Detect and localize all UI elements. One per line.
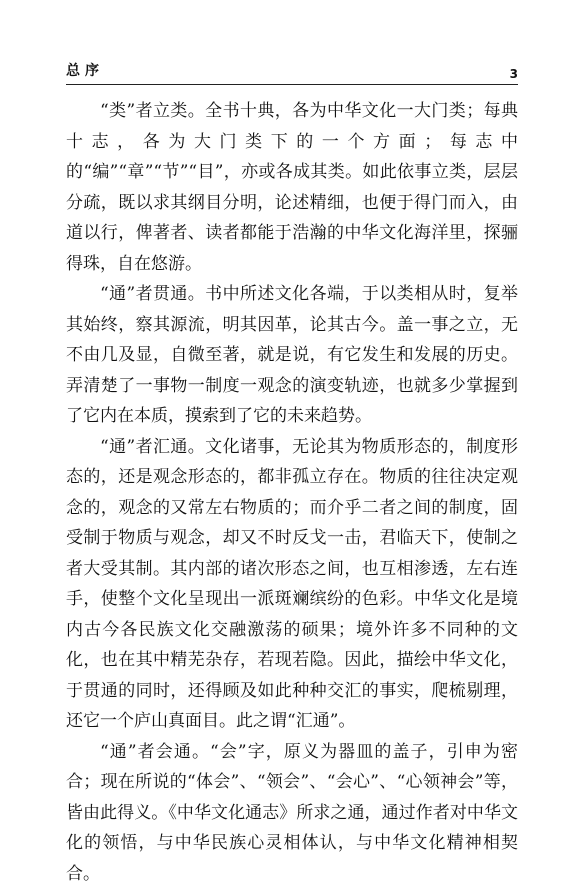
paragraph-guantong: “通”者贯通。书中所述文化各端，于以类相从时，复举其始终，察其源流，明其因革，论其古今。盖一事之立，无不由几及显，自微至著，就是说，有它发生和发展的历史。弄清楚了一事物一制度一观念的演变轨迹，也就多少掌握到了它内在本质，摸索到了它的未来趋势。 (66, 279, 518, 432)
paragraph-huitong: “通”者汇通。文化诸事，无论其为物质形态的，制度形态的，还是观念形态的，都非孤立存在。物质的往往决定观念的，观念的又常左右物质的；而介乎二者之间的制度，固受制于物质与观念，却又不时反戈一击，君临天下，使制之者大受其制。其内部的诸次形态之间，也互相渗透，左右连手，使整个文化呈现出一派斑斓缤纷的色彩。中华文化是境内古今各民族文化交融激荡的硕果；境外许多不同种的文化，也在其中精芜杂存，若现若隐。因此，描绘中华文化，于贯通的同时，还得顾及如此种种交汇的事实，爬梳剔理，还它一个庐山真面目。此之谓“汇通”。 (66, 432, 518, 737)
running-header (66, 62, 518, 85)
paragraph-huitong-2: “通”者会通。“会”字，原义为器皿的盖子，引申为密合；现在所说的“体会”、“领会”、“会心”、“心领神会”等，皆由此得义。《中华文化通志》所求之通，通过作者对中华文化的领悟，与中华民族心灵相体认，与中华文化精神相契合。 (66, 737, 518, 889)
page-number: 3 (510, 66, 518, 82)
section-title: 总序 (66, 62, 104, 80)
body-text (66, 96, 518, 889)
paragraph-lei: “类”者立类。全书十典，各为中华文化一大门类；每典十志，各为大门类下的一个方面；每志中的“编”“章”“节”“目”，亦或各成其类。如此依事立类，层层分疏，既以求其纲目分明，论述精细，也便于得门而入，由道以行，俾著者、读者都能于浩瀚的中华文化海洋里，探骊得珠，自在悠游。 (66, 96, 518, 279)
